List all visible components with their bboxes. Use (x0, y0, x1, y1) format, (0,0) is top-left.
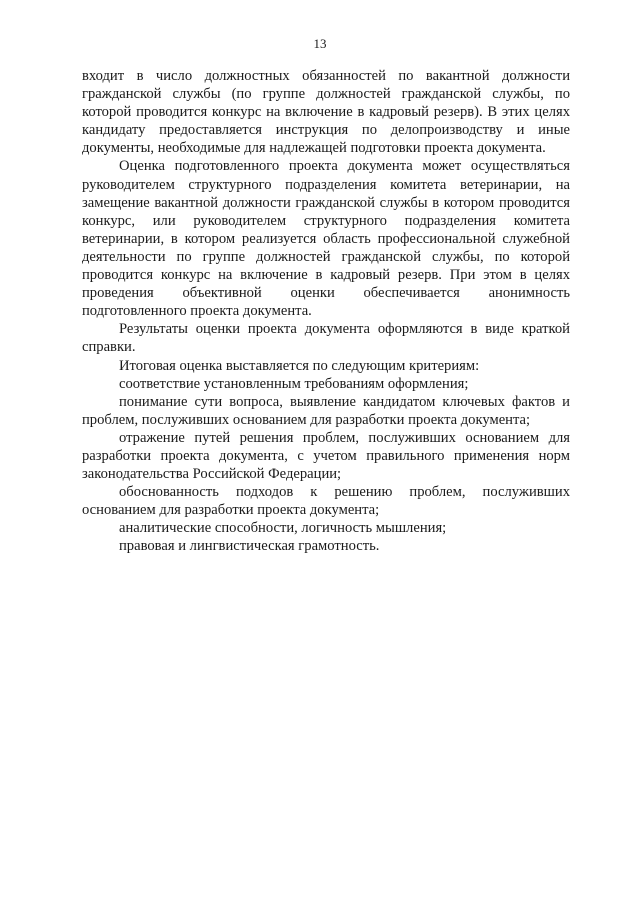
paragraph-criteria-intro: Итоговая оценка выставляется по следующим критериям: (119, 357, 480, 374)
criterion-analytical: аналитические способности, логичность мышления; (119, 520, 447, 537)
paragraph-continuation: входит в число должностных обязанностей по вакантной должности гражданской службы (по группе должностей гражданской службы, по которой проводится конкурс на включение в кадровый резерв). В этих целях кандидату предоставляется инструкция по делопроизводству и иные документы, необходимые для надлежащей подготовки проекта документа. (82, 68, 570, 157)
paragraph-evaluation: Оценка подготовленного проекта документа может осуществляться руководителем структурного подразделения комитета ветеринарии, на замещение вакантной должности гражданской службы в котором проводится конкурс, или руководителем структурного подразделения комитета ветеринарии, в котором реализуется область профессиональной служебной деятельности по группе должностей гражданской службы, по которой проводится конкурс на включение в кадровый резерв. При этом в целях проведения объективной оценки обеспечивается анонимность подготовленного проекта документа. (82, 158, 570, 320)
criterion-formatting: соответствие установленным требованиям оформления; (119, 375, 469, 392)
paragraph-results: Результаты оценки проекта документа оформляются в виде краткой справки. (82, 321, 570, 356)
document-body (82, 67, 570, 556)
criterion-solutions: отражение путей решения проблем, послуживших основанием для разработки проекта документа, с учетом правильного применения норм законодательства Российской Федерации; (82, 429, 570, 483)
page-number: 13 (313, 36, 327, 51)
criterion-justification: обоснованность подходов к решению проблем, послуживших основанием для разработки проекта документа; (82, 484, 570, 519)
criterion-understanding: понимание сути вопроса, выявление кандидатом ключевых фактов и проблем, послуживших основанием для разработки проекта документа; (82, 393, 570, 428)
criterion-literacy: правовая и лингвистическая грамотность. (119, 538, 380, 555)
